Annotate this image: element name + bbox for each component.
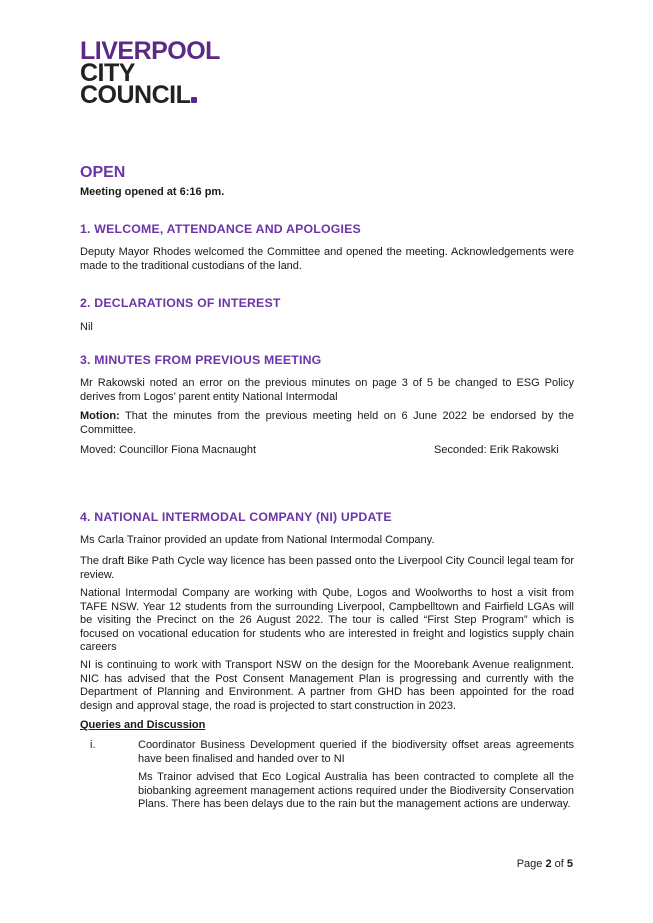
section-4-heading: 4. NATIONAL INTERMODAL COMPANY (NI) UPDATE <box>80 510 392 524</box>
section-3-motion <box>80 410 574 437</box>
section-3-heading: 3. MINUTES FROM PREVIOUS MEETING <box>80 353 322 367</box>
open-title: OPEN <box>80 164 126 181</box>
item-number: i. <box>90 739 96 751</box>
item-question: Coordinator Business Development queried if the biodiversity offset areas agreements have been finalised and handed over to NI <box>138 739 574 765</box>
section-2-heading: 2. DECLARATIONS OF INTEREST <box>80 296 281 310</box>
meeting-opened: Meeting opened at 6:16 pm. <box>80 186 225 198</box>
item-answer: Ms Trainor advised that Eco Logical Australia has been contracted to complete all the biobanking agreement management actions required under the Biodiversity Conservation Plans. There has been delays due to the rain but the management actions are underway. <box>138 771 574 810</box>
queries-heading: Queries and Discussion <box>80 719 206 731</box>
section-4-p3: National Intermodal Company are working with Qube, Logos and Woolworths to host a visit from TAFE NSW. Year 12 students from the surrounding Liverpool, Campbelltown and Fairfield LGAs will be visiting the Precinct on the 26 August 2022. The tour is called “First Step Program” which is focused on vocational education for students who are interested in freight and logistics supply chain careers <box>80 587 574 653</box>
logo-line-3: COUNCIL <box>80 84 220 106</box>
section-3-seconded: Seconded: Erik Rakowski <box>434 444 559 456</box>
section-1-text: Deputy Mayor Rhodes welcomed the Committee and opened the meeting. Acknowledgements were made to the traditional custodians of the land. <box>80 246 574 272</box>
section-2-text: Nil <box>80 321 93 333</box>
logo-line-2: CITY <box>80 59 135 87</box>
section-4-p4: NI is continuing to work with Transport NSW on the design for the Moorebank Avenue realignment. NIC has advised that the Post Consent Management Plan is progressing and currently with the Department of Planning and Environment. A partner from GHD has been appointed for the road design and approval stage, the road is projected to start construction in 2023. <box>80 659 574 712</box>
section-4-p1: Ms Carla Trainor provided an update from National Intermodal Company. <box>80 534 435 546</box>
section-1-heading: 1. WELCOME, ATTENDANCE AND APOLOGIES <box>80 222 361 236</box>
motion-text: That the minutes from the previous meeting held on 6 June 2022 be endorsed by the Committee. <box>80 410 574 436</box>
section-4-p2: The draft Bike Path Cycle way licence has been passed onto the Liverpool City Council legal team for review. <box>80 555 574 581</box>
motion-label: Motion: <box>80 410 120 422</box>
page-footer: Page 2 of 5 <box>516 858 573 870</box>
section-3-p1: Mr Rakowski noted an error on the previous minutes on page 3 of 5 be changed to ESG Policy derives from Logos’ parent entity National Intermodal <box>80 377 574 403</box>
section-3-moved: Moved: Councillor Fiona Macnaught <box>80 444 257 456</box>
council-logo <box>80 37 220 109</box>
logo-line-1: LIVERPOOL <box>80 37 220 65</box>
